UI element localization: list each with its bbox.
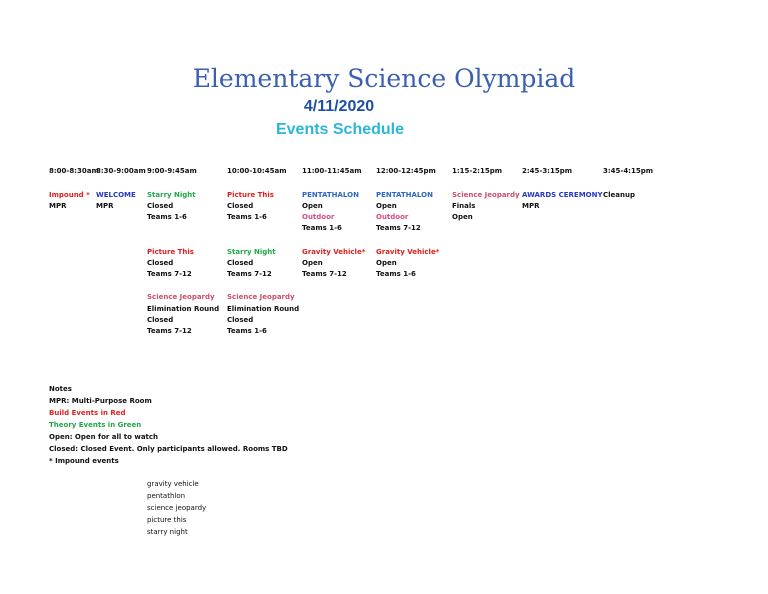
note-mpr: MPR: Multi-Purpose Room (49, 397, 152, 405)
list-item: gravity vehicle (147, 480, 199, 488)
list-item: starry night (147, 528, 188, 536)
note-build-events: Build Events in Red (49, 409, 126, 417)
event-starry-night: Starry Night (147, 191, 196, 199)
note-impound: * Impound events (49, 457, 119, 465)
event-pentathalon-1: PENTATHALON (302, 191, 359, 199)
event-awards-ceremony: AWARDS CEREMONY (522, 191, 603, 199)
event-picture-this: Picture This (227, 191, 274, 199)
note-closed: Closed: Closed Event. Only participants allowed. Rooms TBD (49, 445, 288, 453)
time-slot-7: 1:15-2:15pm (452, 167, 503, 175)
event-science-jeopardy-finals: Science Jeopardy (452, 191, 520, 199)
time-slot-5: 11:00-11:45am (302, 167, 362, 175)
pentathalon-2-location: Outdoor (376, 213, 409, 221)
time-slot-9: 3:45-4:15pm (603, 167, 654, 175)
time-slot-4: 10:00-10:45am (227, 167, 287, 175)
gravity-vehicle-2-teams: Teams 1-6 (376, 270, 416, 278)
awards-room: MPR (522, 202, 540, 210)
time-slot-1: 8:00-8:30am (49, 167, 99, 175)
jeopardy-elim-2-teams: Teams 1-6 (227, 327, 267, 335)
jeopardy-finals-round: Finals (452, 202, 476, 210)
list-item: pentathlon (147, 492, 186, 500)
impound-room: MPR (49, 202, 67, 210)
event-picture-this-2: Picture This (147, 248, 194, 256)
page-title: Elementary Science Olympiad (192, 64, 576, 93)
starry-night-2-status: Closed (227, 259, 254, 267)
event-science-jeopardy-elim-1: Science Jeopardy (147, 293, 215, 301)
starry-night-teams: Teams 1-6 (147, 213, 187, 221)
event-pentathalon-2: PENTATHALON (376, 191, 433, 199)
list-item: picture this (147, 516, 187, 524)
jeopardy-elim-1-status: Closed (147, 316, 174, 324)
gravity-vehicle-2-status: Open (376, 259, 397, 267)
jeopardy-elim-2-status: Closed (227, 316, 254, 324)
event-welcome: WELCOME (96, 191, 136, 199)
event-impound: Impound * (49, 191, 90, 199)
note-open: Open: Open for all to watch (49, 433, 159, 441)
jeopardy-elim-2-round: Elimination Round (227, 305, 300, 313)
pentathalon-1-location: Outdoor (302, 213, 335, 221)
starry-night-status: Closed (147, 202, 174, 210)
pentathalon-2-teams: Teams 7-12 (376, 224, 421, 232)
event-gravity-vehicle-1: Gravity Vehicle* (302, 248, 366, 256)
event-science-jeopardy-elim-2: Science Jeopardy (227, 293, 295, 301)
gravity-vehicle-1-teams: Teams 7-12 (302, 270, 347, 278)
picture-this-2-teams: Teams 7-12 (147, 270, 192, 278)
time-slot-6: 12:00-12:45pm (376, 167, 436, 175)
event-starry-night-2: Starry Night (227, 248, 276, 256)
jeopardy-elim-1-teams: Teams 7-12 (147, 327, 192, 335)
event-cleanup: Cleanup (603, 191, 635, 199)
jeopardy-finals-status: Open (452, 213, 473, 221)
time-slot-2: 8:30-9:00am (96, 167, 146, 175)
pentathalon-1-teams: Teams 1-6 (302, 224, 342, 232)
notes-heading: Notes (49, 385, 72, 393)
starry-night-2-teams: Teams 7-12 (227, 270, 272, 278)
welcome-room: MPR (96, 202, 114, 210)
schedule-subtitle: Events Schedule (275, 121, 405, 138)
jeopardy-elim-1-round: Elimination Round (147, 305, 220, 313)
gravity-vehicle-1-status: Open (302, 259, 323, 267)
picture-this-2-status: Closed (147, 259, 174, 267)
time-slot-3: 9:00-9:45am (147, 167, 197, 175)
time-slot-8: 2:45-3:15pm (522, 167, 573, 175)
event-gravity-vehicle-2: Gravity Vehicle* (376, 248, 440, 256)
list-item: science jeopardy (147, 504, 207, 512)
note-theory-events: Theory Events in Green (49, 421, 142, 429)
picture-this-teams: Teams 1-6 (227, 213, 267, 221)
pentathalon-1-status: Open (302, 202, 323, 210)
picture-this-status: Closed (227, 202, 254, 210)
pentathalon-2-status: Open (376, 202, 397, 210)
event-date: 4/11/2020 (303, 98, 375, 115)
